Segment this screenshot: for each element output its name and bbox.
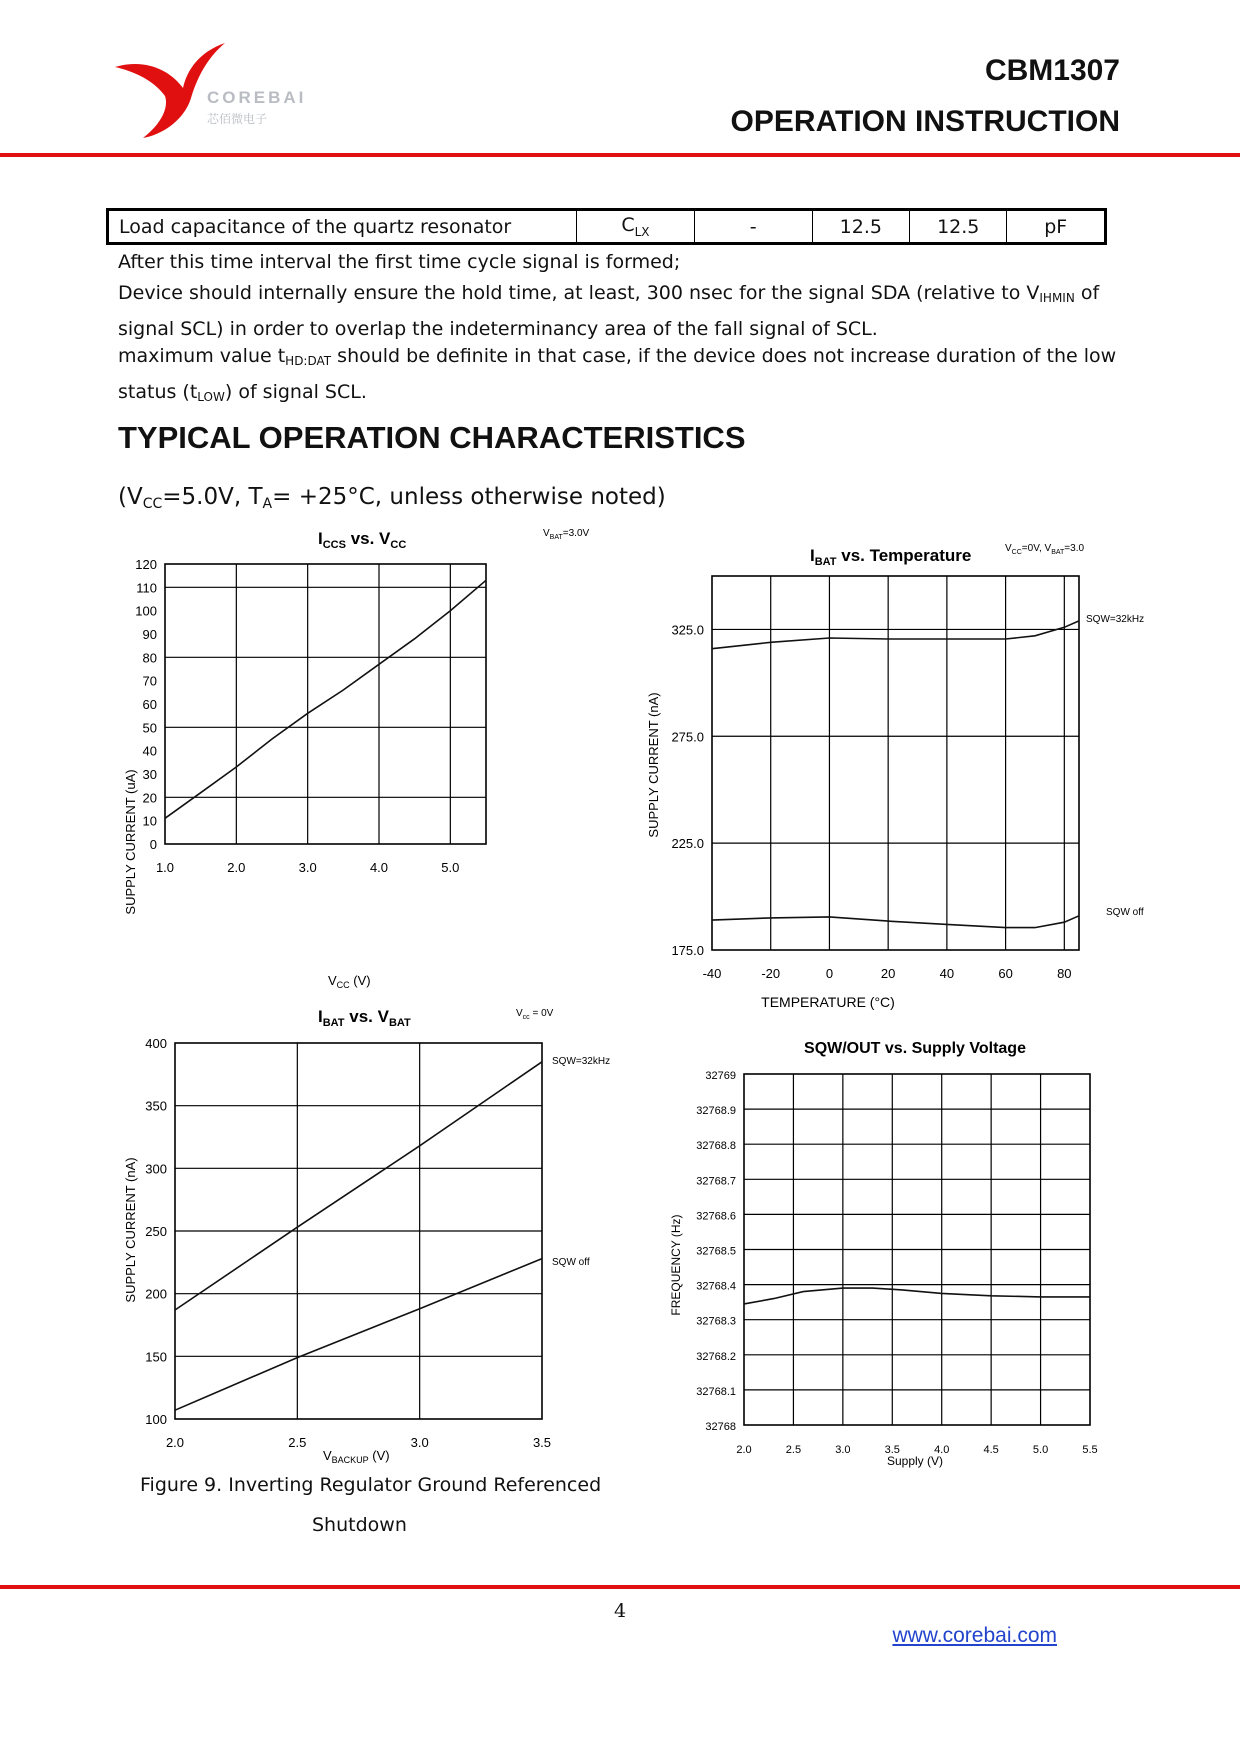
plot-frame [712,576,1079,950]
y-tick-label: 200 [145,1286,167,1302]
y-tick-label: 400 [145,1036,167,1051]
param-unit: pF [1007,210,1106,244]
website-link[interactable]: www.corebai.com [892,1624,1057,1647]
company-logo [115,40,315,140]
y-tick-label: 80 [142,650,157,666]
y-tick-label: 32768.4 [696,1280,736,1293]
x-tick-label: 2.5 [785,1444,802,1456]
x-tick-label: -20 [761,966,781,981]
x-axis-label: TEMPERATURE (°C) [761,994,895,1010]
page-number: 4 [613,1600,627,1622]
series-label: SQW=32kHz [1086,614,1145,625]
x-axis-label: $V_{CC}$ (V) [328,973,371,990]
y-tick-label: 70 [142,673,157,689]
x-tick-label: 4.5 [983,1444,999,1456]
chart-title: $I_{CCS}$ vs. $V_{CC}$ [318,529,407,551]
y-axis-label: SUPPLY CURRENT (nA) [123,1157,138,1303]
y-tick-label: 32769 [705,1070,736,1082]
chart-title: $I_{BAT}$ vs. Temperature [810,546,972,568]
note-2: Device should internally ensure the hold time, at least, 300 nsec for the signal SDA (relative to $V_{IHMIN}$ of signal SCL) in order to overlap the indeterminancy area of the fall signal of SCL. [118,282,1100,340]
note-3: maximum value $t_{HD:DAT}$ should be definite in that case, if the device does not increase duration of the low status $(t_{LOW})$ of signal SCL. [118,345,1117,404]
series-line [744,1288,1090,1304]
y-tick-label: 32768.5 [696,1245,736,1258]
chart-note: $V_{CC}=0V$, $V_{BAT}=3.0$ [1005,543,1085,556]
y-tick-label: 20 [142,790,157,806]
x-tick-label: 0 [825,966,834,981]
param-symbol: $C_{LX}$ [577,210,695,244]
y-tick-label: 300 [145,1161,167,1177]
chart-title: $I_{BAT}$ vs. $V_{BAT}$ [318,1007,411,1029]
y-tick-label: 32768.3 [696,1315,736,1328]
y-tick-label: 30 [142,767,157,782]
series-label: SQW off [552,1257,590,1268]
x-tick-label: 4.0 [369,860,389,875]
y-axis-label: FREQUENCY (Hz) [669,1214,683,1316]
chart-iccs-vs-vcc [118,522,618,992]
x-tick-label: 2.0 [736,1444,752,1456]
y-tick-label: 275.0 [671,729,704,745]
y-tick-label: 100 [135,603,157,619]
x-tick-label: 4.0 [934,1444,950,1456]
parameter-table [106,208,1107,245]
y-tick-label: 32768.8 [696,1140,736,1153]
note-1: After this time interval the first time cycle signal is formed; [118,251,681,273]
y-tick-label: 100 [145,1412,167,1427]
chart-sqw-vs-supply [660,1030,1120,1475]
y-tick-label: 175.0 [671,943,704,958]
y-tick-label: 225.0 [671,836,704,852]
x-tick-label: 3.0 [835,1444,851,1456]
x-tick-label: 5.0 [441,860,460,875]
param-typ: 12.5 [812,210,909,244]
y-tick-label: 40 [142,743,157,759]
test-conditions: ($V_{CC}=5.0V$, $T_A= +25^\circ C$, unless otherwise noted) [118,484,666,512]
x-tick-label: 3.0 [410,1435,429,1450]
y-axis-label: SUPPLY CURRENT (uA) [123,769,138,915]
x-tick-label: 3.5 [532,1435,552,1450]
y-tick-label: 60 [142,697,157,712]
x-axis-label: $V_{BACKUP}$ (V) [323,1448,390,1465]
x-tick-label: 60 [998,966,1013,981]
figure-caption-line2: Shutdown [312,1514,407,1536]
plot-area [696,1070,1097,1456]
x-tick-label: 1.0 [155,860,175,875]
x-tick-label: 2.0 [227,860,246,875]
series-line [712,621,1079,649]
param-max: 12.5 [910,210,1007,244]
document-subtitle: OPERATION INSTRUCTION [730,105,1120,138]
x-tick-label: 2.5 [288,1435,307,1450]
series-label: SQW off [1106,907,1144,918]
chart-note: $V_{cc} = 0V$ [516,1008,554,1021]
y-tick-label: 32768.9 [696,1105,736,1118]
logo-subtitle: 芯佰微电子 [207,112,268,126]
y-tick-label: 325.0 [671,622,704,638]
x-tick-label: 5.5 [1082,1444,1098,1456]
plot-frame [165,564,486,844]
chart-ibat-vs-vbat [118,1000,638,1470]
series-line [175,1062,542,1310]
param-min: - [694,210,812,244]
figure-caption: Figure 9. Inverting Regulator Ground Referenced [140,1474,602,1496]
x-tick-label: 40 [939,966,955,981]
header-divider [0,153,1240,157]
plot-area [145,1036,610,1450]
x-tick-label: 3.0 [298,860,317,875]
y-tick-label: 120 [135,557,157,572]
document-title: CBM1307 [984,54,1120,87]
y-tick-label: 32768.6 [696,1210,736,1223]
x-tick-label: 3.5 [884,1444,900,1456]
x-tick-label: 80 [1057,966,1072,981]
x-tick-label: 5.0 [1032,1444,1049,1456]
y-tick-label: 110 [136,580,157,596]
y-tick-label: 250 [145,1224,167,1239]
y-axis-label: SUPPLY CURRENT (nA) [646,692,661,838]
y-tick-label: 150 [145,1349,167,1365]
series-label: SQW=32kHz [552,1056,611,1067]
y-tick-label: 32768.2 [696,1350,736,1363]
plot-area [135,557,486,875]
param-label: Load capacitance of the quartz resonator [108,210,577,244]
x-tick-label: 2.0 [165,1435,185,1450]
x-axis-label: Supply (V) [886,1454,944,1468]
y-tick-label: 50 [142,720,157,736]
series-line [165,580,486,818]
y-tick-label: 90 [142,627,157,642]
y-tick-label: 10 [142,813,157,829]
logo-wordmark: COREBAI [207,88,307,107]
series-line [712,916,1079,928]
x-tick-label: 20 [880,966,896,981]
x-tick-label: -40 [702,966,722,981]
plot-area [671,576,1144,981]
y-tick-label: 32768.1 [696,1385,736,1398]
y-tick-label: 350 [145,1098,167,1114]
y-tick-label: 0 [149,837,157,852]
chart-title: SQW/OUT vs. Supply Voltage [804,1040,1026,1057]
y-tick-label: 32768 [705,1421,736,1433]
series-line [175,1259,542,1411]
chart-note: $V_{BAT}=3.0V$ [543,528,590,541]
y-tick-label: 32768.7 [696,1175,736,1188]
footer-divider [0,1585,1240,1589]
chart-ibat-vs-temperature [640,535,1160,1010]
section-heading: TYPICAL OPERATION CHARACTERISTICS [118,420,746,455]
table-row [108,210,1106,244]
